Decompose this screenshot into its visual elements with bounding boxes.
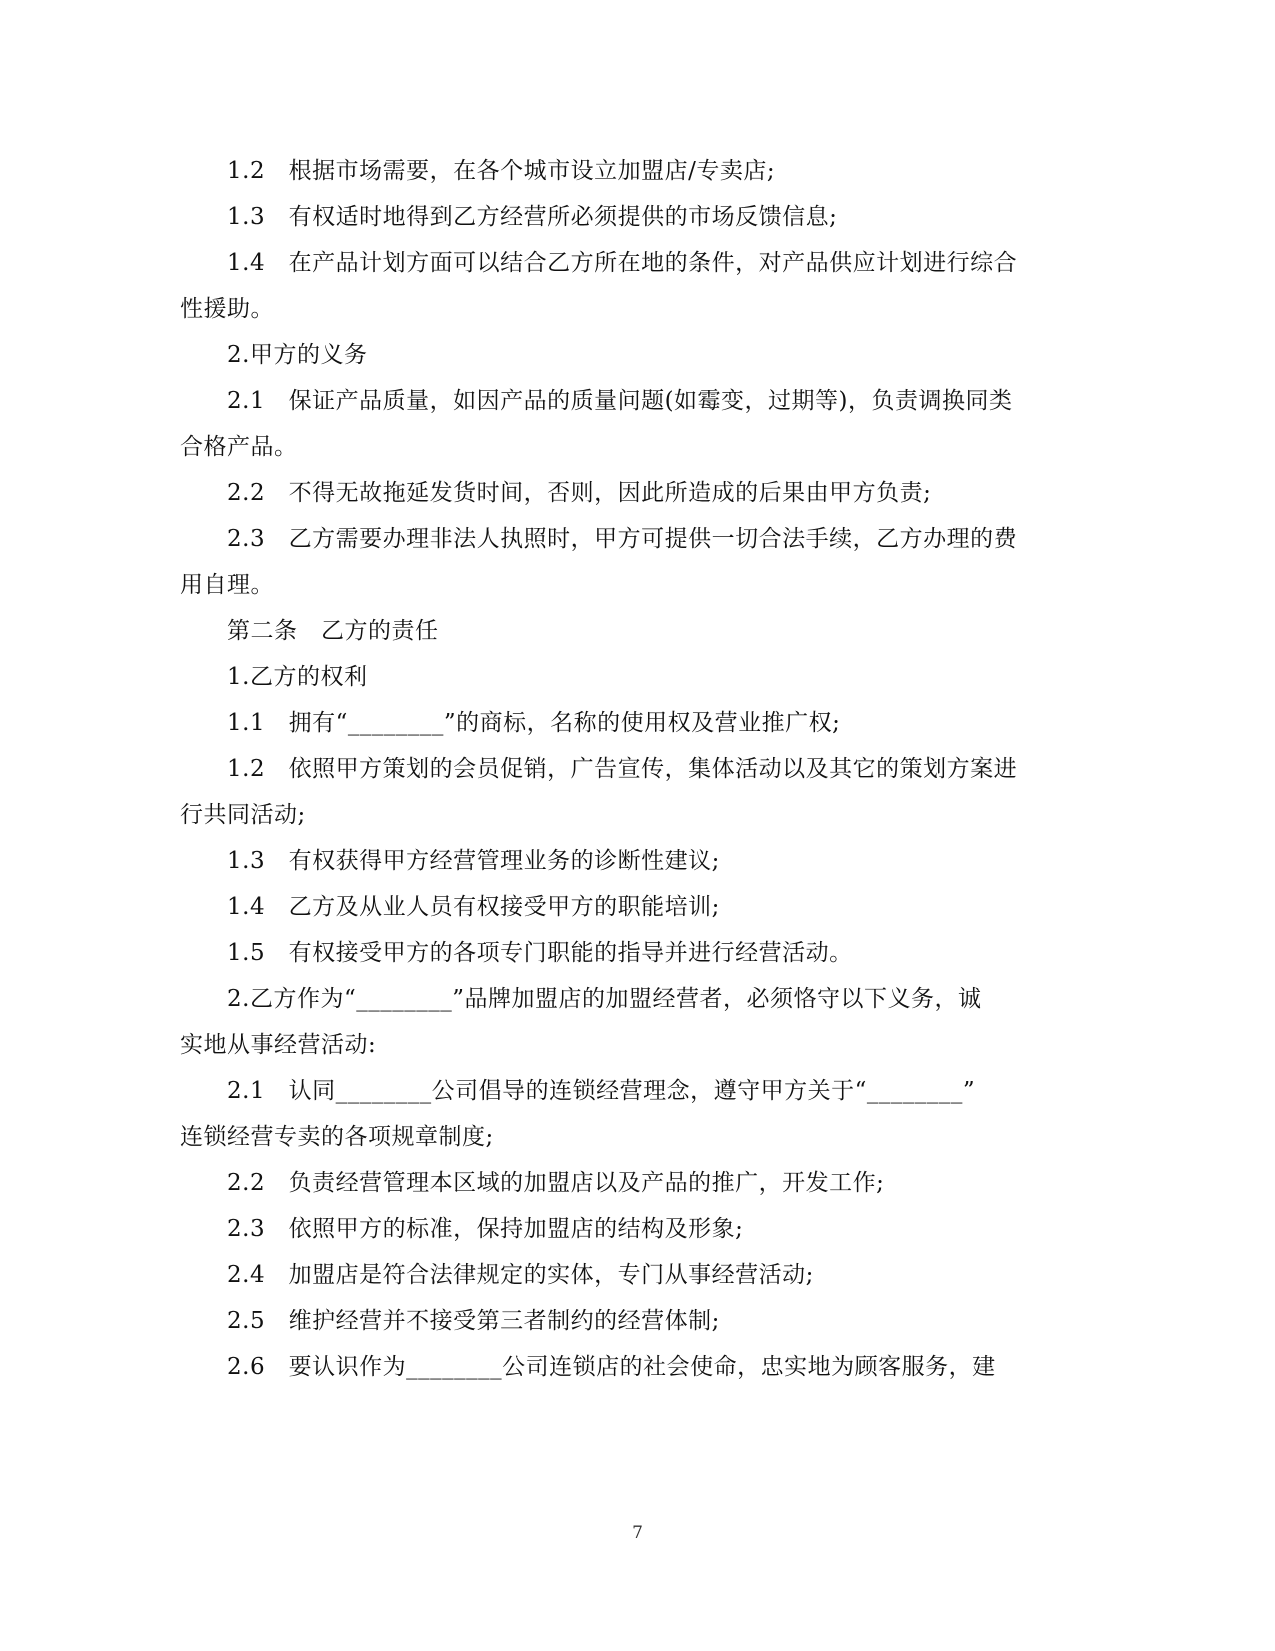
paragraph-line: 1.4 在产品计划方面可以结合乙方所在地的条件，对产品供应计划进行综合: [227, 250, 1018, 276]
paragraph-line: 1.1 拥有“________”的商标，名称的使用权及营业推广权;: [227, 710, 841, 736]
paragraph-line: 2.3 依照甲方的标准，保持加盟店的结构及形象;: [227, 1216, 744, 1242]
document-body: [180, 148, 1035, 1390]
paragraph-line: 2.4 加盟店是符合法律规定的实体，专门从事经营活动;: [227, 1262, 814, 1288]
paragraph-line: 2.2 不得无故拖延发货时间，否则，因此所造成的后果由甲方负责;: [227, 480, 932, 506]
paragraph-continuation: 连锁经营专卖的各项规章制度;: [180, 1124, 494, 1150]
paragraph-continuation: 实地从事经营活动:: [180, 1032, 377, 1058]
paragraph-line: 1.4 乙方及从业人员有权接受甲方的职能培训;: [227, 894, 720, 920]
paragraph-continuation: 行共同活动;: [180, 802, 306, 828]
paragraph-line: 2.1 认同________公司倡导的连锁经营理念，遵守甲方关于“________”: [227, 1078, 976, 1104]
paragraph-line: 1.2 依照甲方策划的会员促销，广告宣传，集体活动以及其它的策划方案进: [227, 756, 1018, 782]
paragraph-line: 1.2 根据市场需要，在各个城市设立加盟店/专卖店;: [227, 158, 776, 184]
paragraph-continuation: 用自理。: [180, 572, 274, 598]
paragraph-continuation: 性援助。: [180, 296, 274, 322]
paragraph-line: 第二条 乙方的责任: [227, 618, 439, 644]
paragraph-line: 2.1 保证产品质量，如因产品的质量问题(如霉变，过期等)，负责调换同类: [227, 388, 1013, 414]
paragraph-line: 2.3 乙方需要办理非法人执照时，甲方可提供一切合法手续，乙方办理的费: [227, 526, 1018, 552]
paragraph-continuation: 合格产品。: [180, 434, 298, 460]
paragraph-line: 1.3 有权获得甲方经营管理业务的诊断性建议;: [227, 848, 720, 874]
paragraph-line: 2.6 要认识作为________公司连锁店的社会使命，忠实地为顾客服务，建: [227, 1354, 996, 1380]
page-number: 7: [632, 1523, 643, 1543]
paragraph-line: 2.2 负责经营管理本区域的加盟店以及产品的推广，开发工作;: [227, 1170, 885, 1196]
paragraph-line: 2.5 维护经营并不接受第三者制约的经营体制;: [227, 1308, 720, 1334]
paragraph-line: 1.5 有权接受甲方的各项专门职能的指导并进行经营活动。: [227, 940, 853, 966]
paragraph-line: 2.乙方作为“________”品牌加盟店的加盟经营者，必须恪守以下义务，诚: [227, 986, 982, 1012]
paragraph-line: 1.乙方的权利: [227, 664, 368, 690]
paragraph-line: 1.3 有权适时地得到乙方经营所必须提供的市场反馈信息;: [227, 204, 838, 230]
paragraph-line: 2.甲方的义务: [227, 342, 368, 368]
